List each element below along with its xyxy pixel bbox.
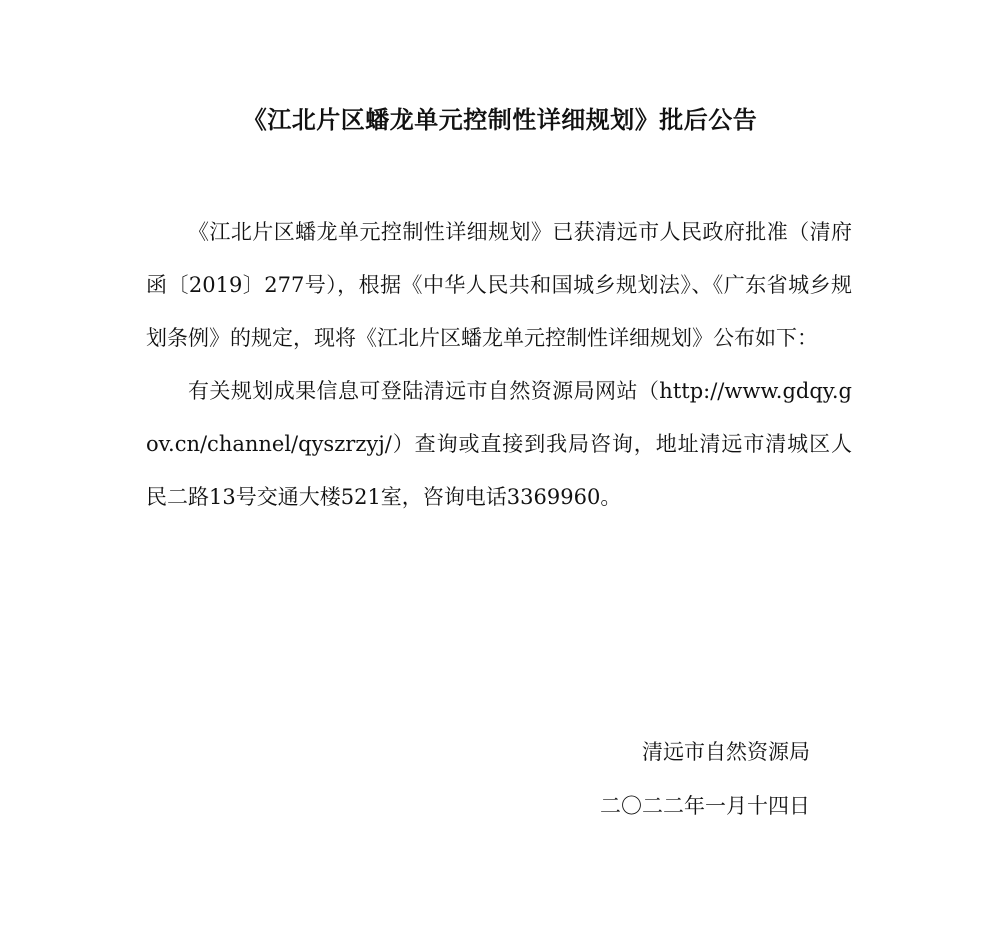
document-body <box>146 206 852 524</box>
announcement-paragraph: 《江北片区蟠龙单元控制性详细规划》已获清远市人民政府批准（清府函〔2019〕277号），根据《中华人民共和国城乡规划法》、《广东省城乡规划条例》的规定，现将《江北片区蟠龙单元控制性详细规划》公布如下： <box>146 220 852 350</box>
document-title: 《江北片区蟠龙单元控制性详细规划》批后公告 <box>242 105 758 134</box>
contact-paragraph: 有关规划成果信息可登陆清远市自然资源局网站（http://www.gdqy.gov.cn/channel/qyszrzyj/）查询或直接到我局咨询，地址清远市清城区人民二路13号交通大楼521室，咨询电话3369960。 <box>146 379 852 509</box>
issue-date: 二〇二二年一月十四日 <box>600 794 810 818</box>
issuing-organization: 清远市自然资源局 <box>642 740 810 764</box>
